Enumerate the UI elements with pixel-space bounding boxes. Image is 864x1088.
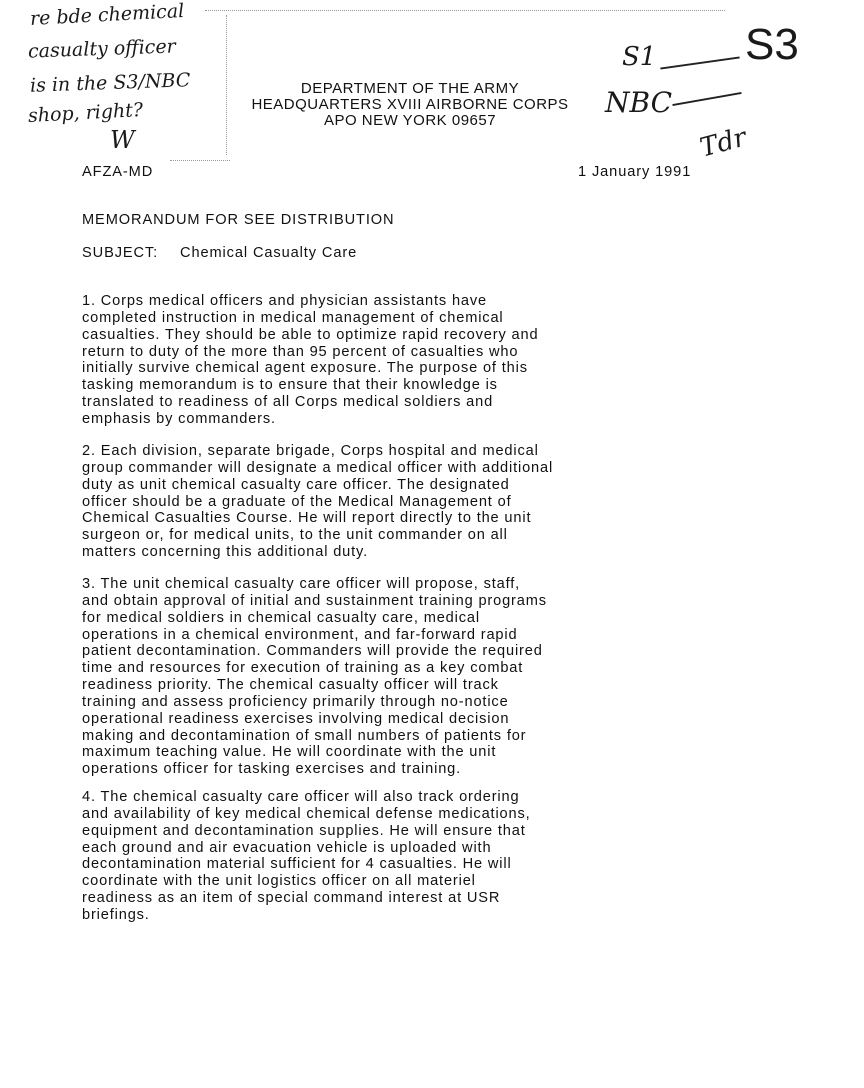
- paragraph-3: [82, 576, 547, 778]
- text-line: and availability of key medical chemical defense medications,: [82, 805, 531, 822]
- handwritten-note-line: re bde chemical: [29, 0, 185, 31]
- text-line: maximum teaching value. He will coordinate with the unit: [82, 744, 497, 761]
- text-line: patient decontamination. Commanders will provide the required: [82, 643, 543, 660]
- text-line: making and decontamination of small numbers of patients for: [82, 727, 527, 744]
- handwritten-note-line: casualty officer: [27, 35, 177, 63]
- handwritten-note-line: is in the S3/NBC: [29, 69, 191, 97]
- text-line: decontamination material sufficient for 4 casualties. He will: [82, 856, 512, 873]
- text-line: and obtain approval of initial and sustainment training programs: [82, 592, 547, 609]
- handwritten-initials: W: [110, 126, 135, 154]
- text-line: group commander will designate a medical officer with additional: [82, 459, 554, 476]
- memo-for: MEMORANDUM FOR SEE DISTRIBUTION: [82, 212, 395, 228]
- handwritten-routing: NBC: [605, 86, 673, 119]
- paragraph-2: [82, 443, 553, 561]
- memo-date: 1 January 1991: [578, 164, 692, 180]
- handwritten-routing: S3: [745, 20, 799, 69]
- letterhead-headquarters: HEADQUARTERS XVIII AIRBORNE CORPS: [251, 96, 569, 113]
- text-line: Chemical Casualties Course. He will report directly to the unit: [82, 510, 532, 527]
- text-line: operational readiness exercises involving medical decision: [82, 710, 510, 727]
- text-line: equipment and decontamination supplies. He will ensure that: [82, 822, 526, 839]
- text-line: readiness priority. The chemical casualty officer will track: [82, 677, 499, 694]
- handwritten-note-line: shop, right?: [27, 99, 144, 127]
- text-line: emphasis by commanders.: [82, 410, 276, 427]
- text-line: 2. Each division, separate brigade, Corps hospital and medical: [82, 443, 539, 459]
- text-line: translated to readiness of all Corps medical soldiers and: [82, 394, 494, 411]
- text-line: surgeon or, for medical units, to the unit commander on all: [82, 527, 508, 544]
- text-line: each ground and air evacuation vehicle is uploaded with: [82, 839, 492, 856]
- text-line: tasking memorandum is to ensure that their knowledge is: [82, 377, 498, 394]
- text-line: 1. Corps medical officers and physician assistants have: [82, 293, 488, 309]
- text-line: for medical soldiers in chemical casualty care, medical: [82, 609, 480, 626]
- scan-artifact: [170, 160, 230, 161]
- scan-artifact: [205, 10, 725, 11]
- letterhead-address: APO NEW YORK 09657: [323, 112, 497, 129]
- text-line: completed instruction in medical management of chemical: [82, 309, 504, 326]
- text-line: operations in a chemical environment, and far-forward rapid: [82, 626, 518, 643]
- text-line: return to duty of the more than 95 percent of casualties who: [82, 343, 519, 360]
- text-line: training and assess proficiency primarily through no-notice: [82, 693, 509, 710]
- paragraph-4: [82, 789, 531, 924]
- text-line: duty as unit chemical casualty care officer. The designated: [82, 476, 510, 493]
- office-symbol: AFZA-MD: [82, 164, 154, 180]
- text-line: briefings.: [82, 906, 150, 923]
- text-line: time and resources for execution of training as a key combat: [82, 660, 524, 677]
- subject: Chemical Casualty Care: [180, 245, 358, 261]
- handwritten-arrow: [672, 92, 741, 106]
- handwritten-routing: S1: [622, 42, 657, 72]
- handwritten-initials: Tdr: [696, 122, 750, 164]
- text-line: initially survive chemical agent exposure. The purpose of this: [82, 360, 528, 377]
- subject-label: SUBJECT:: [82, 245, 159, 261]
- text-line: 3. The unit chemical casualty care officer will propose, staff,: [82, 576, 521, 592]
- letterhead-department: DEPARTMENT OF THE ARMY: [300, 80, 520, 97]
- text-line: coordinate with the unit logistics officer on all materiel: [82, 873, 476, 890]
- paragraph-1: [82, 293, 538, 428]
- handwritten-arrow: [660, 56, 739, 69]
- text-line: operations officer for tasking exercises and training.: [82, 761, 462, 778]
- text-line: casualties. They should be able to optimize rapid recovery and: [82, 326, 539, 343]
- text-line: officer should be a graduate of the Medical Management of: [82, 493, 512, 510]
- text-line: matters concerning this additional duty.: [82, 544, 369, 561]
- text-line: readiness as an item of special command interest at USR: [82, 890, 501, 907]
- text-line: 4. The chemical casualty care officer will also track ordering: [82, 789, 520, 805]
